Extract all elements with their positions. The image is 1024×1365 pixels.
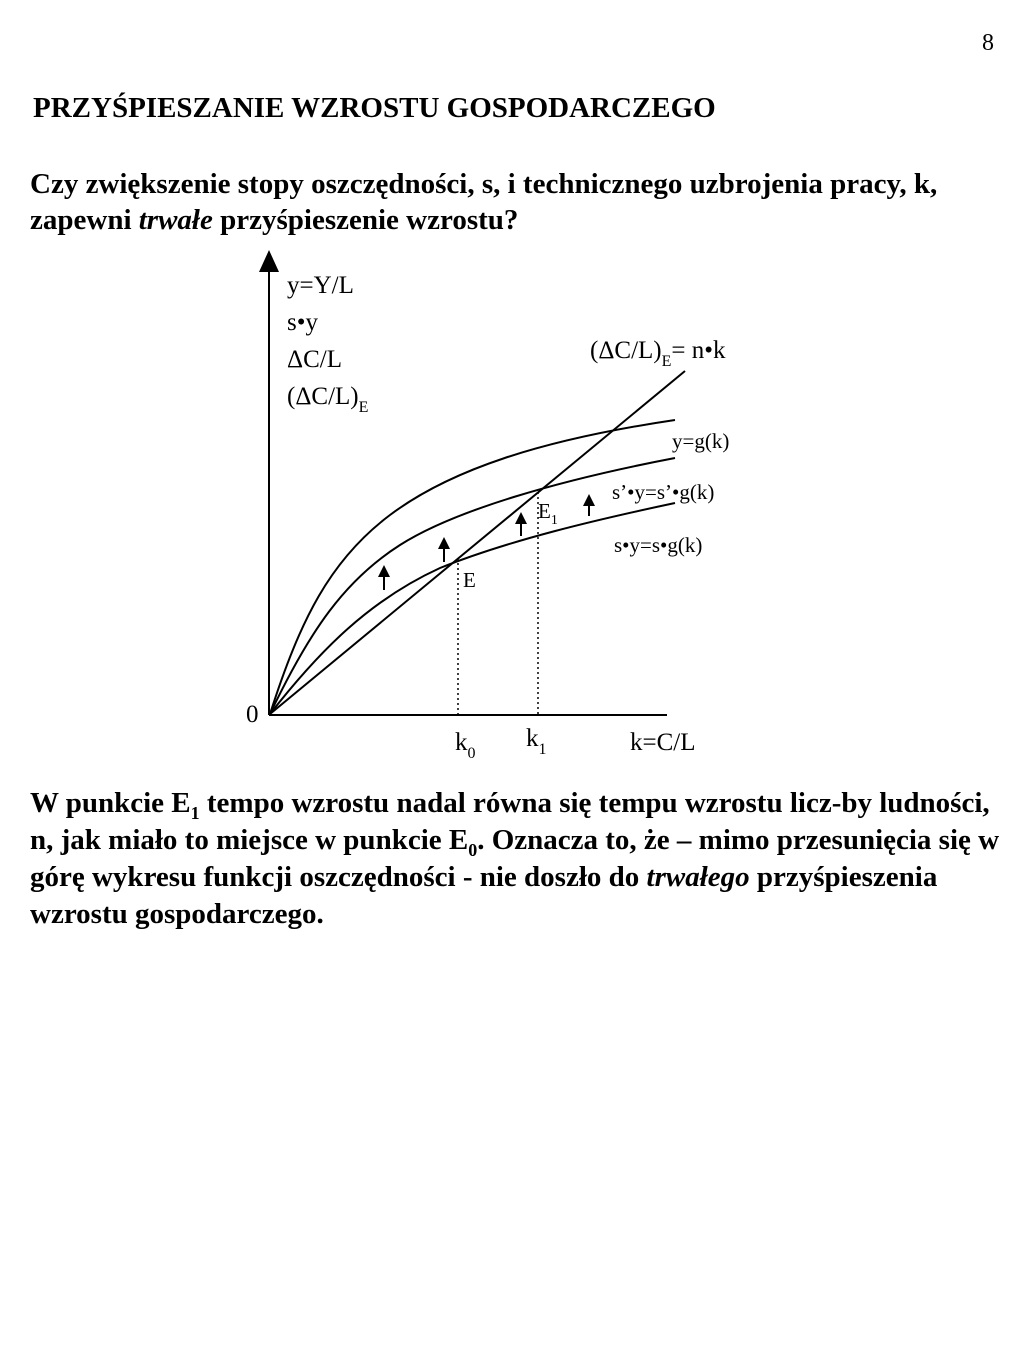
page-number: 8 [982,30,994,56]
conclusion-sub-2: 0 [468,839,478,860]
shift-arrow [583,494,595,516]
question-emphasis: trwałe [138,204,213,236]
question-after: przyśpieszenie wzrostu? [212,204,519,236]
curve-y-g-k [270,420,675,714]
curve-label-y: y=g(k) [672,429,730,453]
conclusion-emphasis: trwałego [646,861,750,893]
y-axis-label-savings: s•y [287,309,318,336]
conclusion-part-4: przyśpieszenia wzrostu gospodarczego. [30,861,938,930]
y-axis-arrowhead [259,250,279,272]
y-axis-label-required: $(\Delta C/L)_E$ [287,383,369,416]
y-axis-label-delta-c: ΔC/L [287,346,342,373]
page-title: PRZYŚPIESZANIE WZROSTU GOSPODARCZEGO [33,92,716,124]
line-label: $(\Delta C/L)_E=$ n•k [590,337,726,370]
conclusion-part-1: W punkcie E [30,787,191,819]
shift-arrow [378,565,390,590]
conclusion-part-3: . Oznacza to, że – mimo przesunięcia się w górę wykresu funkcji oszczędności - nie doszło do [30,824,1000,893]
conclusion-text [30,785,1005,933]
conclusion-sub-1: 1 [190,802,200,823]
question-before: Czy zwiększenie stopy oszczędności, s, i technicznego uzbrojenia pracy, k, zapewni [30,168,938,236]
x-axis-label: k=C/L [630,729,696,756]
shift-arrow [515,512,527,536]
tick-label-k0: $k_0$ [455,729,476,762]
point-label-e: E [463,568,476,592]
y-axis-label-output: y=Y/L [287,272,354,299]
curve-label-s: s•y=s•g(k) [614,533,703,557]
point-label-e1: $E_1$ [538,499,558,528]
origin-label: 0 [246,701,259,728]
shift-arrow [438,537,450,562]
curve-label-s-prime: s’•y=s’•g(k) [612,480,715,504]
conclusion-part-2: tempo wzrostu nadal równa się tempu wzrostu licz-by ludności, n, jak miało to miejsce w punkcie E [30,787,990,856]
tick-label-k1: $k_1$ [526,725,547,758]
